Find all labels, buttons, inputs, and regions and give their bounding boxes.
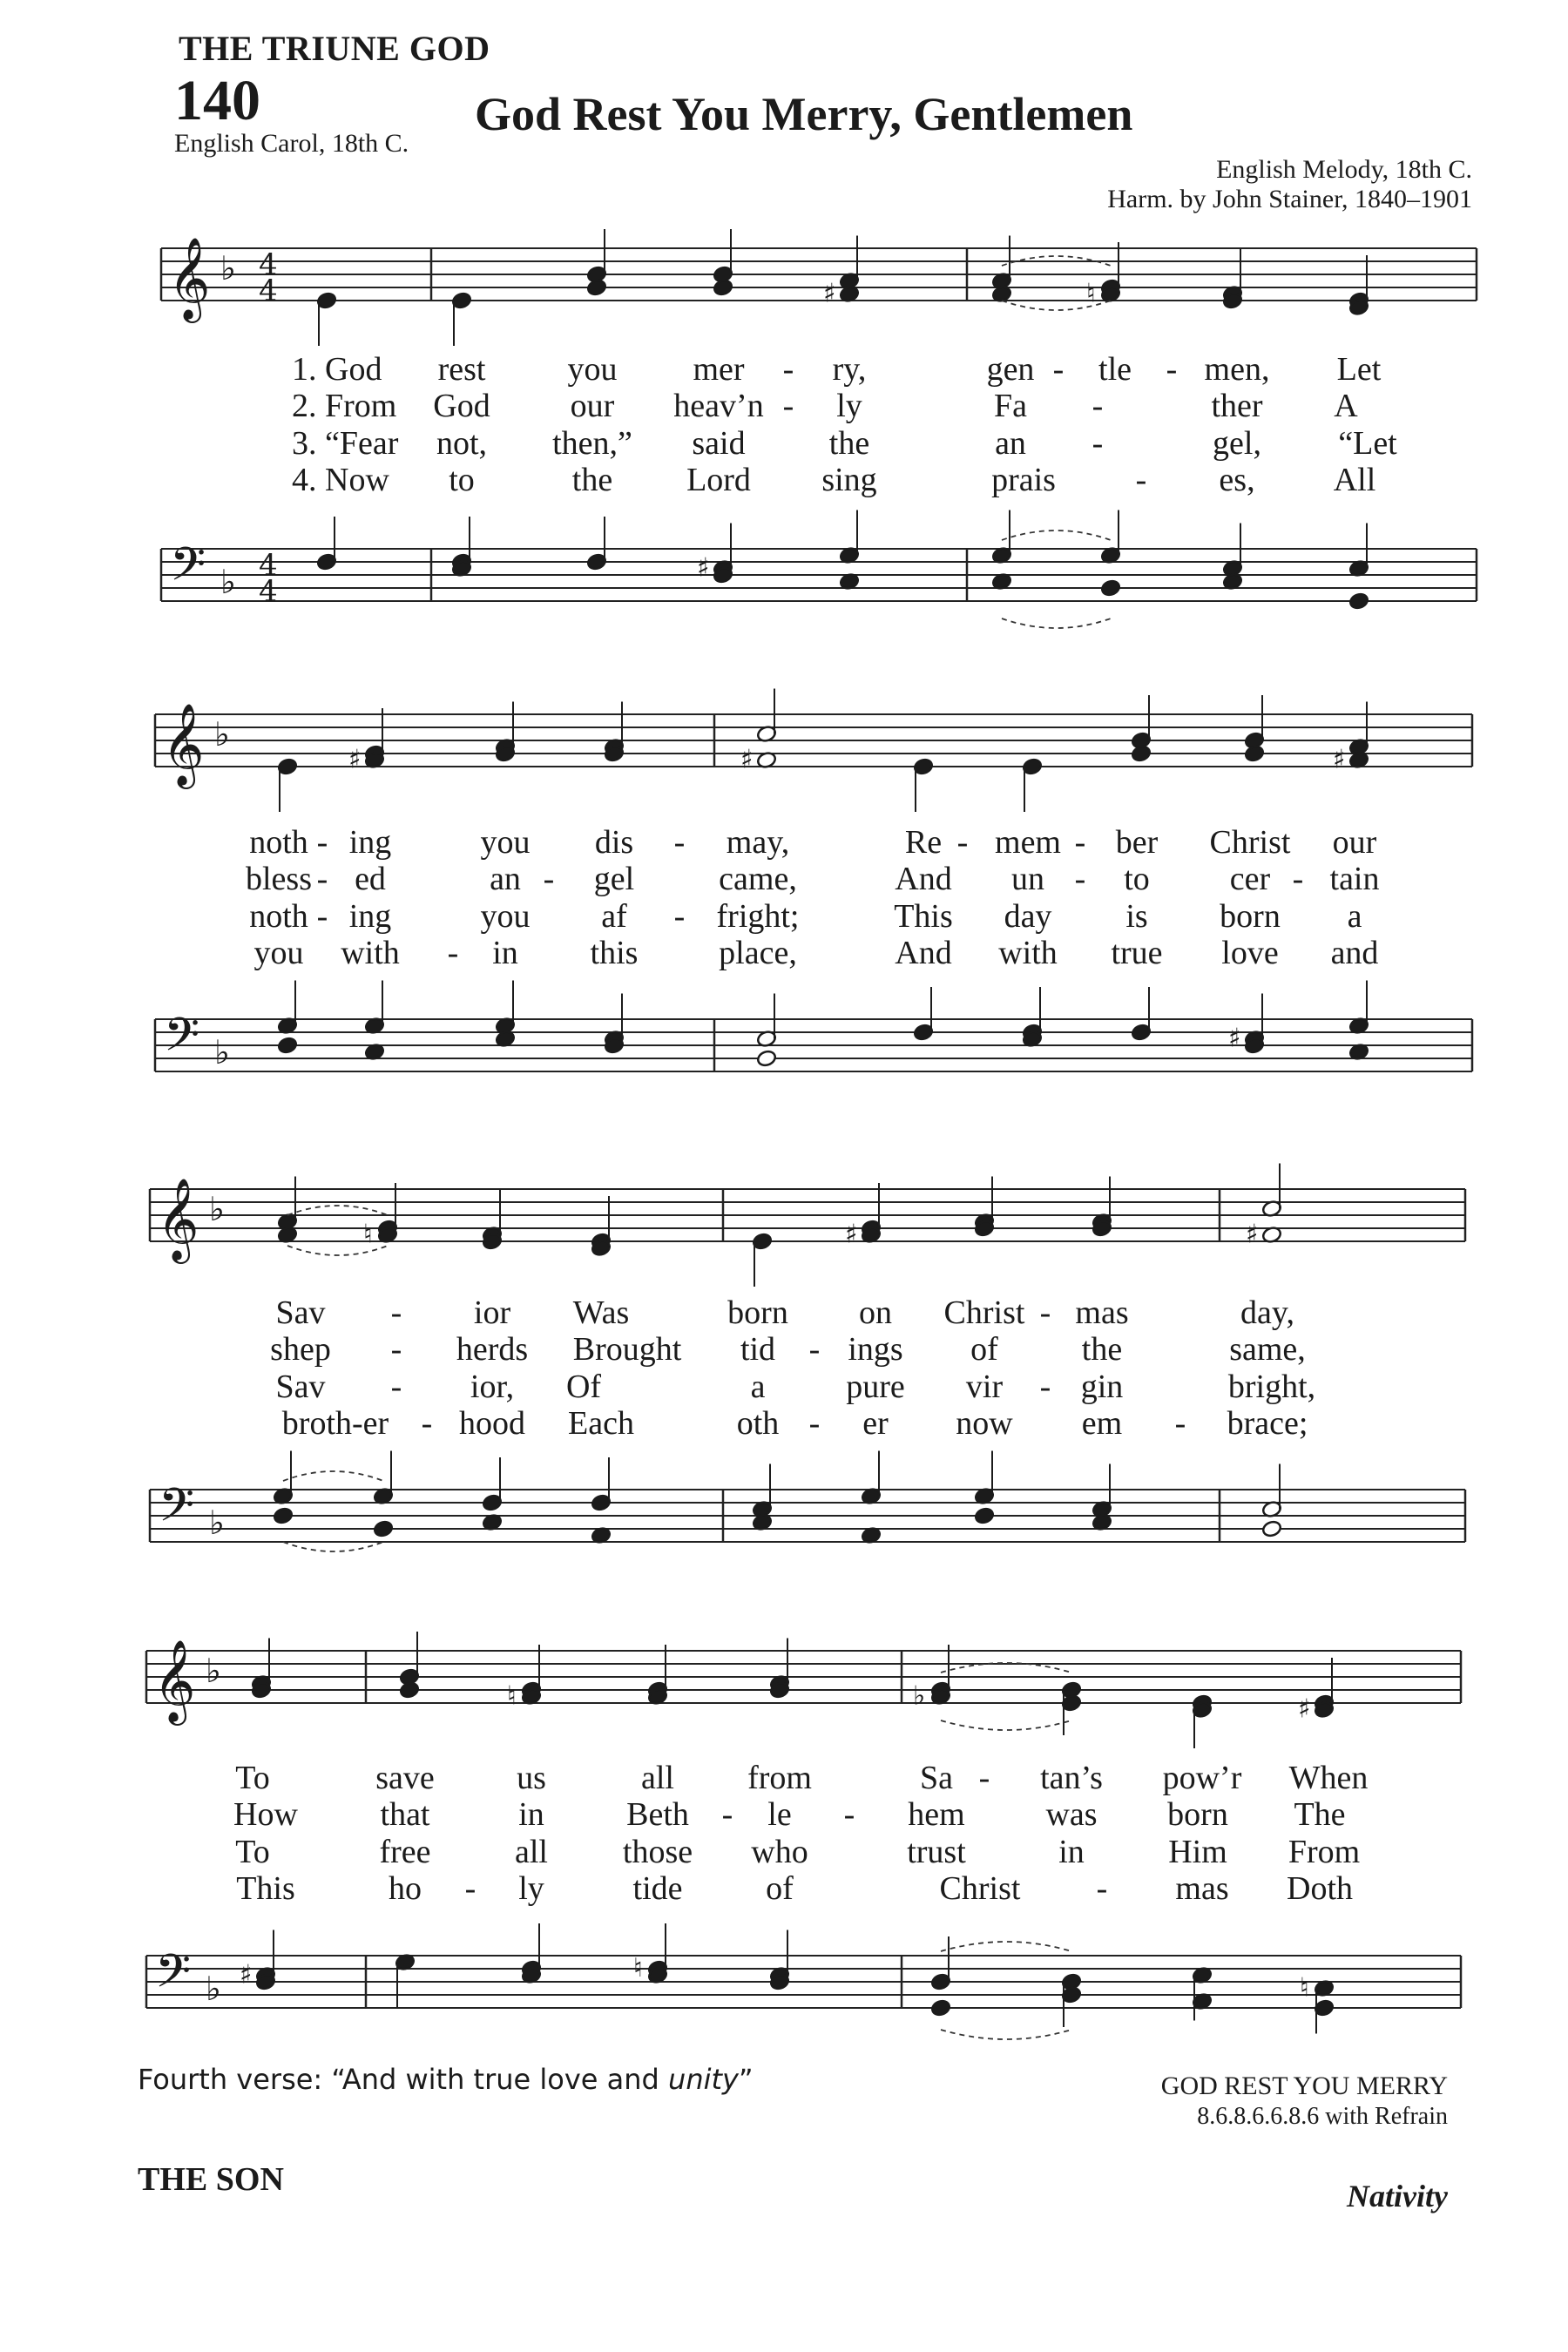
meter: 8.6.8.6.6.8.6 with Refrain (1197, 2103, 1448, 2130)
lyric-syllable: all (515, 1834, 548, 1870)
lyric-syllable: mas (1175, 1870, 1229, 1907)
lyric-syllable: bright, (1227, 1369, 1316, 1405)
lyric-syllable: born (1220, 898, 1281, 935)
lyric-syllable: ings (848, 1331, 903, 1368)
lyric-hyphen: - (316, 898, 328, 935)
dashed-tie (287, 1206, 388, 1215)
lyric-syllable: tle (1098, 351, 1132, 388)
lyric-syllable: From (1288, 1834, 1361, 1870)
bass-clef-icon: 𝄢 (155, 1945, 192, 2010)
lyric-hyphen: - (956, 824, 969, 861)
notehead (273, 1507, 294, 1525)
lyric-syllable: Christ (1209, 824, 1291, 861)
lyric-syllable: Brought (572, 1331, 682, 1368)
lyric-hyphen: - (390, 1369, 402, 1405)
lyric-syllable: trust (907, 1834, 966, 1870)
notehead (399, 1681, 420, 1700)
lyric-syllable: er (862, 1405, 889, 1442)
lyric-syllable: Of (565, 1369, 602, 1405)
lyric-syllable: ber (1115, 824, 1159, 861)
lyric-syllable: The (1294, 1796, 1346, 1833)
notehead (756, 1050, 777, 1068)
dashed-tie (1002, 531, 1111, 540)
lyric-syllable: gin (1080, 1369, 1124, 1405)
lyric-syllable: born (1167, 1796, 1228, 1833)
sharp-symbol: ♯ (823, 278, 836, 309)
natural-symbol: ♮ (633, 1953, 643, 1984)
dashed-tie (941, 2030, 1071, 2039)
lyric-syllable: that (380, 1796, 430, 1833)
treble-clef-icon: 𝄞 (168, 237, 211, 320)
lyric-syllable: pure (846, 1369, 905, 1405)
notehead (1131, 745, 1152, 763)
lyric-syllable: all (641, 1760, 674, 1796)
lyric-syllable: ly (518, 1870, 544, 1907)
lyric-syllable: And (895, 861, 952, 897)
flat-symbol: ♭ (209, 1504, 225, 1542)
lyric-hyphen: - (390, 1331, 402, 1368)
section-heading: THE TRIUNE GOD (179, 29, 490, 68)
lyric-syllable: tid (740, 1331, 776, 1368)
notehead (1100, 579, 1121, 598)
lyric-syllable: with (998, 935, 1058, 971)
lyric-syllable: un (1011, 861, 1044, 897)
lyric-syllable: in (1058, 1834, 1085, 1870)
treble-clef-icon: 𝄞 (153, 1639, 196, 1722)
lyric-hyphen: - (782, 351, 794, 388)
lyric-hyphen: - (421, 1405, 433, 1442)
lyric-syllable: heav’n (673, 388, 764, 424)
dashed-tie (1002, 618, 1111, 628)
time-signature: 4 (259, 574, 278, 609)
flat-symbol: ♭ (913, 1680, 926, 1712)
flat-symbol: ♭ (214, 715, 230, 754)
lyric-syllable: vir (965, 1369, 1004, 1405)
notehead (586, 279, 607, 297)
lyric-syllable: rest (437, 351, 486, 388)
lyric-syllable: place, (719, 935, 797, 971)
lyric-syllable: ior (473, 1294, 511, 1331)
lyric-syllable: Him (1168, 1834, 1227, 1870)
flat-symbol: ♭ (220, 563, 236, 601)
lyric-syllable: ho (389, 1870, 422, 1907)
lyric-syllable: Beth (626, 1796, 689, 1833)
lyric-syllable: Christ (943, 1294, 1025, 1331)
lyric-syllable: Each (568, 1405, 634, 1442)
sharp-symbol: ♯ (1228, 1023, 1241, 1054)
lyric-syllable: sing (821, 462, 877, 498)
sharp-symbol: ♯ (240, 1959, 253, 1990)
lyric-hyphen: - (316, 861, 328, 897)
lyric-hyphen: - (316, 824, 328, 861)
lyric-hyphen: - (673, 898, 686, 935)
lyric-syllable: le (767, 1796, 792, 1833)
lyric-syllable: es, (1219, 462, 1255, 498)
lyric-syllable: Sa (920, 1760, 953, 1796)
lyric-hyphen: - (978, 1760, 990, 1796)
natural-symbol: ♮ (1086, 278, 1096, 309)
lyric-syllable: a (1347, 898, 1362, 935)
sharp-symbol: ♯ (1298, 1693, 1311, 1725)
lyric-syllable: fright; (716, 898, 800, 935)
lyric-syllable: Let (1336, 351, 1382, 388)
lyric-syllable: Doth (1287, 1870, 1353, 1907)
lyric-syllable: on (859, 1294, 892, 1331)
lyric-syllable: God (433, 388, 490, 424)
notehead (373, 1520, 394, 1538)
lyric-syllable: Re (904, 824, 943, 861)
dashed-tie (941, 1942, 1071, 1951)
bass-clef-icon: 𝄢 (170, 538, 206, 603)
lyric-syllable: the (1081, 1331, 1123, 1368)
lyric-syllable: shep (270, 1331, 331, 1368)
lyric-syllable: mas (1075, 1294, 1129, 1331)
time-signature: 4 (259, 548, 278, 583)
lyric-syllable: Sav (275, 1294, 326, 1331)
lyric-syllable: hem (908, 1796, 965, 1833)
flat-symbol: ♭ (209, 1190, 225, 1228)
treble-clef-icon: 𝄞 (162, 703, 205, 786)
lyric-syllable: then,” (552, 425, 632, 462)
lyric-syllable: noth (249, 898, 308, 935)
bass-clef-icon: 𝄢 (159, 1479, 195, 1544)
lyric-syllable: mer (693, 351, 745, 388)
notehead (930, 1999, 951, 2017)
fourth-verse-note-italic: unity (668, 2063, 739, 2096)
lyric-syllable: brace; (1227, 1405, 1308, 1442)
lyric-syllable: not, (436, 425, 488, 462)
lyric-syllable: mem (995, 824, 1061, 861)
lyric-syllable: ed (355, 861, 386, 897)
lyric-syllable: day (1004, 898, 1052, 935)
hymn-title: God Rest You Merry, Gentlemen (475, 88, 1133, 140)
lyric-hyphen: - (1039, 1369, 1051, 1405)
lyric-syllable: How (233, 1796, 298, 1833)
lyric-syllable: Was (572, 1294, 630, 1331)
lyric-hyphen: - (390, 1294, 402, 1331)
sharp-symbol: ♯ (1333, 744, 1346, 775)
section-footer-right: Nativity (1347, 2179, 1448, 2213)
lyric-syllable: 1. God (292, 351, 382, 388)
lyric-syllable: an (995, 425, 1026, 462)
lyric-syllable: is (1125, 898, 1148, 935)
lyric-syllable: an (490, 861, 521, 897)
lyric-syllable: with (341, 935, 400, 971)
bass-clef-icon: 𝄢 (164, 1009, 200, 1073)
flat-symbol: ♭ (206, 1970, 221, 2008)
lyric-syllable: Christ (939, 1870, 1021, 1907)
lyric-syllable: em (1081, 1405, 1123, 1442)
lyric-hyphen: - (1074, 861, 1086, 897)
lyric-hyphen: - (782, 388, 794, 424)
lyric-syllable: of (970, 1331, 998, 1368)
lyric-syllable: a (750, 1369, 766, 1405)
notehead (1244, 745, 1265, 763)
lyric-syllable: Fa (994, 388, 1027, 424)
sharp-symbol: ♯ (348, 744, 362, 775)
lyric-syllable: who (751, 1834, 808, 1870)
lyric-hyphen: - (1074, 824, 1086, 861)
notehead (277, 1037, 298, 1055)
lyric-syllable: love (1221, 935, 1279, 971)
lyric-syllable: noth (249, 824, 308, 861)
lyric-syllable: gen (986, 351, 1035, 388)
time-signature: 4 (259, 247, 278, 282)
lyric-hyphen: - (1039, 1294, 1051, 1331)
lyric-syllable: This (894, 898, 953, 935)
lyric-hyphen: - (843, 1796, 855, 1833)
lyric-syllable: said (692, 425, 746, 462)
lyric-hyphen: - (1166, 351, 1178, 388)
natural-symbol: ♮ (1300, 1972, 1309, 2004)
lyric-syllable: pow’r (1162, 1760, 1242, 1796)
lyric-syllable: day, (1240, 1294, 1294, 1331)
lyric-syllable: gel (593, 861, 635, 897)
lyric-syllable: cer (1229, 861, 1271, 897)
lyric-syllable: oth (736, 1405, 780, 1442)
lyric-syllable: When (1288, 1760, 1369, 1796)
lyric-syllable: 3. “Fear (292, 425, 399, 462)
lyric-syllable: from (747, 1760, 812, 1796)
lyric-syllable: dis (594, 824, 634, 861)
lyric-syllable: in (492, 935, 518, 971)
tune-name: GOD REST YOU MERRY (1160, 2072, 1448, 2100)
lyric-syllable: hood (459, 1405, 525, 1442)
lyric-syllable: Sav (275, 1369, 326, 1405)
lyric-syllable: To (235, 1760, 270, 1796)
lyric-hyphen: - (673, 824, 686, 861)
lyric-syllable: those (622, 1834, 693, 1870)
lyric-syllable: and (1330, 935, 1379, 971)
lyric-syllable: af (601, 898, 627, 935)
lyric-syllable: to (1124, 861, 1150, 897)
lyric-syllable: the (571, 462, 613, 498)
music-credit-melody: English Melody, 18th C. (1216, 155, 1472, 184)
lyric-syllable: herds (456, 1331, 529, 1368)
lyric-syllable: tain (1329, 861, 1380, 897)
natural-symbol: ♮ (363, 1219, 373, 1250)
lyric-syllable: born (727, 1294, 788, 1331)
lyric-syllable: men, (1204, 351, 1270, 388)
notehead (1348, 592, 1369, 611)
lyric-syllable: ior, (470, 1369, 515, 1405)
lyric-hyphen: - (1092, 425, 1104, 462)
lyric-syllable: this (590, 935, 639, 971)
lyric-syllable: prais (991, 462, 1056, 498)
lyric-syllable: broth-er (281, 1405, 389, 1442)
fourth-verse-note (138, 2063, 754, 2096)
lyric-hyphen: - (447, 935, 459, 971)
time-signature: 4 (259, 274, 278, 308)
dashed-tie (283, 1471, 383, 1481)
lyric-syllable: our (1332, 824, 1377, 861)
lyric-hyphen: - (1092, 388, 1104, 424)
lyric-syllable: save (375, 1760, 435, 1796)
lyric-syllable: was (1045, 1796, 1098, 1833)
notehead (1261, 1520, 1282, 1538)
lyric-syllable: now (956, 1405, 1013, 1442)
lyric-syllable: ing (348, 824, 392, 861)
lyric-syllable: tide (632, 1870, 683, 1907)
lyric-syllable: ry, (832, 351, 867, 388)
lyric-syllable: 2. From (292, 388, 397, 424)
flat-symbol: ♭ (206, 1652, 221, 1690)
lyric-syllable: 4. Now (292, 462, 389, 498)
hymn-number: 140 (174, 69, 260, 132)
dashed-tie (941, 1720, 1071, 1730)
lyric-hyphen: - (464, 1870, 476, 1907)
lyric-hyphen: - (808, 1331, 821, 1368)
lyric-hyphen: - (1292, 861, 1304, 897)
lyric-syllable: bless (246, 861, 312, 897)
lyric-hyphen: - (1096, 1870, 1108, 1907)
dashed-tie (287, 1246, 388, 1255)
lyric-syllable: gel, (1213, 425, 1261, 462)
lyric-syllable: tan’s (1040, 1760, 1103, 1796)
fourth-verse-note-text: Fourth verse: “And with true love and (138, 2063, 669, 2096)
lyric-hyphen: - (808, 1405, 821, 1442)
lyric-syllable: ther (1211, 388, 1263, 424)
lyric-syllable: the (828, 425, 870, 462)
notehead (713, 279, 733, 297)
dashed-tie (283, 1542, 383, 1551)
notehead (974, 1507, 995, 1525)
lyric-syllable: of (766, 1870, 794, 1907)
lyric-syllable: may, (726, 824, 790, 861)
lyric-syllable: came, (719, 861, 797, 897)
sharp-symbol: ♯ (740, 744, 754, 775)
words-credit: English Carol, 18th C. (174, 129, 409, 158)
lyric-syllable: ing (348, 898, 392, 935)
lyric-hyphen: - (721, 1796, 733, 1833)
music-credit-harmony: Harm. by John Stainer, 1840–1901 (1107, 185, 1472, 213)
lyric-syllable: ly (836, 388, 862, 424)
fourth-verse-note-end: ” (738, 2063, 754, 2096)
lyric-hyphen: - (543, 861, 555, 897)
lyric-syllable: you (567, 351, 618, 388)
lyric-syllable: in (518, 1796, 544, 1833)
sharp-symbol: ♯ (697, 552, 710, 584)
lyric-syllable: free (379, 1834, 431, 1870)
lyric-syllable: Lord (686, 462, 751, 498)
section-footer-left: THE SON (138, 2161, 284, 2198)
lyric-hyphen: - (1135, 462, 1147, 498)
lyric-hyphen: - (1052, 351, 1064, 388)
lyric-syllable: This (236, 1870, 295, 1907)
lyric-syllable: you (480, 898, 531, 935)
flat-symbol: ♭ (214, 1033, 230, 1071)
lyric-syllable: All (1333, 462, 1376, 498)
lyric-syllable: you (253, 935, 304, 971)
flat-symbol: ♭ (220, 249, 236, 287)
lyric-syllable: you (480, 824, 531, 861)
lyric-syllable: us (517, 1760, 546, 1796)
treble-clef-icon: 𝄞 (157, 1178, 199, 1260)
lyric-syllable: to (449, 462, 475, 498)
lyric-syllable: true (1111, 935, 1163, 971)
lyric-syllable: same, (1229, 1331, 1306, 1368)
lyric-syllable: “Let (1338, 425, 1397, 462)
sharp-symbol: ♯ (845, 1219, 858, 1250)
sharp-symbol: ♯ (1246, 1219, 1259, 1250)
lyric-syllable: A (1334, 388, 1358, 424)
lyric-syllable: And (895, 935, 952, 971)
lyric-syllable: To (235, 1834, 270, 1870)
lyric-syllable: our (570, 388, 615, 424)
natural-symbol: ♮ (507, 1680, 517, 1712)
lyric-hyphen: - (1174, 1405, 1186, 1442)
